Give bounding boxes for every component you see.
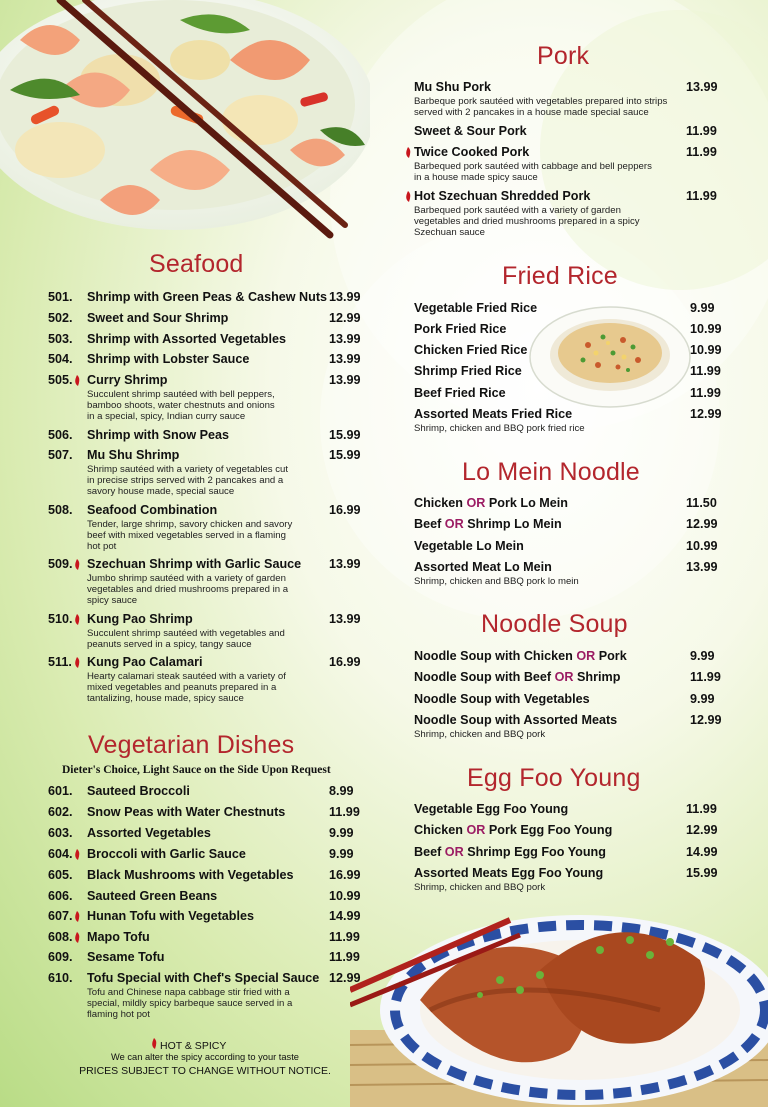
menu-item-row xyxy=(0,428,365,444)
item-name-part: Beef xyxy=(414,517,442,531)
item-name: Kung Pao Shrimp xyxy=(87,612,193,626)
item-description: Tender, large shrimp, savory chicken and savory xyxy=(87,519,293,530)
menu-item-row xyxy=(414,823,724,839)
menu-item-row xyxy=(0,950,365,966)
menu-item-row xyxy=(414,322,724,338)
chili-pepper-icon xyxy=(405,191,411,202)
item-name xyxy=(414,823,612,837)
menu-item-row xyxy=(0,557,365,573)
item-price: 11.99 xyxy=(686,189,717,203)
item-price: 14.99 xyxy=(329,909,361,923)
item-name: Curry Shrimp xyxy=(87,373,168,387)
item-name: Kung Pao Calamari xyxy=(87,655,203,669)
item-name: Mu Shu Pork xyxy=(414,80,491,94)
item-price: 13.99 xyxy=(329,352,361,366)
item-name: Noodle Soup with Vegetables xyxy=(414,692,590,706)
item-name-part: Shrimp Lo Mein xyxy=(467,517,562,531)
item-number: 506. xyxy=(48,428,73,442)
item-price: 13.99 xyxy=(329,373,361,387)
menu-item-row xyxy=(414,517,724,533)
chili-pepper-icon xyxy=(74,657,80,668)
item-description: peanuts served in a spicy, tangy sauce xyxy=(87,639,252,651)
item-number: 608. xyxy=(48,930,73,944)
price-notice: PRICES SUBJECT TO CHANGE WITHOUT NOTICE. xyxy=(79,1065,331,1077)
item-description: flaming hot pot xyxy=(87,1009,150,1021)
item-number: 507. xyxy=(48,448,73,462)
menu-item-row xyxy=(0,784,365,800)
menu-item-row xyxy=(0,373,365,389)
item-number: 501. xyxy=(48,290,73,304)
item-number: 603. xyxy=(48,826,73,840)
item-price: 13.99 xyxy=(686,560,718,574)
item-price: 11.99 xyxy=(690,386,721,400)
item-description: bamboo shoots, water chestnuts and onions xyxy=(87,400,275,412)
noodle-soup-title: Noodle Soup xyxy=(481,610,628,638)
item-description: Barbequed pork sautéed with a variety of garden xyxy=(414,205,621,216)
item-price: 11.99 xyxy=(329,950,360,964)
vegetarian-title: Vegetarian Dishes xyxy=(88,731,295,759)
item-description: in a special, spicy, Indian curry sauce xyxy=(87,411,246,423)
item-name: Chicken Fried Rice xyxy=(414,343,528,357)
chili-pepper-icon xyxy=(74,911,80,922)
item-description: tantalizing, house made, spicy sauce xyxy=(87,693,244,705)
item-number: 601. xyxy=(48,784,73,798)
menu-item-row xyxy=(414,496,724,512)
item-description: Shrimp, chicken and BBQ pork xyxy=(414,882,546,893)
item-name-part: Chicken xyxy=(414,823,463,837)
item-number: 505. xyxy=(48,373,73,387)
lo-mein-title: Lo Mein Noodle xyxy=(462,458,640,486)
item-description: vegetables and dried mushrooms prepared in a xyxy=(87,584,289,596)
item-description: Shrimp, chicken and BBQ pork fried rice xyxy=(414,423,585,434)
spicy-note: We can alter the spicy according to your taste xyxy=(111,1052,299,1062)
item-description: Tofu and Chinese napa cabbage stir fried with a xyxy=(87,987,290,998)
item-number: 509. xyxy=(48,557,73,571)
item-price: 11.99 xyxy=(686,124,717,138)
chili-pepper-icon xyxy=(74,559,80,570)
item-name: Sweet and Sour Shrimp xyxy=(87,311,229,325)
item-description: in precise strips served with 2 pancakes and a xyxy=(87,475,284,487)
item-price: 13.99 xyxy=(329,332,361,346)
menu-item-row xyxy=(414,386,724,402)
item-price: 8.99 xyxy=(329,784,354,798)
item-name-part: Shrimp xyxy=(577,670,621,684)
item-number: 510. xyxy=(48,612,73,626)
item-name-part: Pork Egg Foo Young xyxy=(488,823,613,837)
item-description: Shrimp, chicken and BBQ pork xyxy=(414,729,546,740)
menu-item-row xyxy=(414,80,724,96)
item-name-part: Noodle Soup with Beef xyxy=(414,670,552,684)
item-description: Hearty calamari steak sautéed with a variety of xyxy=(87,671,286,682)
item-description: hot pot xyxy=(87,541,117,553)
menu-item-row xyxy=(0,612,365,628)
item-number: 610. xyxy=(48,971,73,985)
item-price: 13.99 xyxy=(329,557,361,571)
menu-item-row xyxy=(0,332,365,348)
item-description: Shrimp, chicken and BBQ pork lo mein xyxy=(414,576,579,587)
item-number: 508. xyxy=(48,503,73,517)
item-description: special, mildly spicy barbeque sauce served in a xyxy=(87,998,293,1010)
item-name: Hunan Tofu with Vegetables xyxy=(87,909,254,923)
item-price: 11.99 xyxy=(690,364,721,378)
menu-item-row xyxy=(0,290,365,306)
item-name: Snow Peas with Water Chestnuts xyxy=(87,805,286,819)
menu-item-row xyxy=(0,311,365,327)
item-price: 10.99 xyxy=(329,889,361,903)
item-name: Sauteed Green Beans xyxy=(87,889,218,903)
menu-item-row xyxy=(414,845,724,861)
item-name: Tofu Special with Chef's Special Sauce xyxy=(87,971,320,985)
item-price: 9.99 xyxy=(690,692,715,706)
or-label: OR xyxy=(554,670,574,684)
item-price: 12.99 xyxy=(686,823,718,837)
item-price: 16.99 xyxy=(329,868,361,882)
or-label: OR xyxy=(466,496,486,510)
item-price: 10.99 xyxy=(690,322,722,336)
item-name: Twice Cooked Pork xyxy=(414,145,530,159)
or-label: OR xyxy=(444,845,464,859)
item-name: Sweet & Sour Pork xyxy=(414,124,527,138)
item-price: 16.99 xyxy=(329,655,361,669)
item-name: Black Mushrooms with Vegetables xyxy=(87,868,294,882)
item-description: Jumbo shrimp sautéed with a variety of garden xyxy=(87,573,286,584)
item-name xyxy=(414,845,606,859)
item-description: spicy sauce xyxy=(87,595,138,607)
item-name: Sauteed Broccoli xyxy=(87,784,190,798)
item-number: 511. xyxy=(48,655,72,669)
item-description: in a house made spicy sauce xyxy=(414,172,538,184)
item-price: 11.99 xyxy=(690,670,721,684)
item-description: mixed vegetables and peanuts prepared in a xyxy=(87,682,277,694)
menu-item-row xyxy=(0,805,365,821)
seafood-title: Seafood xyxy=(149,250,244,278)
item-number: 607. xyxy=(48,909,73,923)
item-number: 504. xyxy=(48,352,73,366)
menu-item-row xyxy=(414,802,724,818)
menu-item-row xyxy=(414,560,724,576)
item-name-part: Chicken xyxy=(414,496,463,510)
item-name-part: Noodle Soup with Chicken xyxy=(414,649,573,663)
item-price: 15.99 xyxy=(686,866,718,880)
item-price: 10.99 xyxy=(690,343,722,357)
item-name xyxy=(414,649,627,663)
menu-item-row xyxy=(0,971,365,987)
item-name-part: Pork xyxy=(598,649,627,663)
item-price: 12.99 xyxy=(690,407,722,421)
item-name-part: Shrimp Egg Foo Young xyxy=(467,845,606,859)
item-description: Shrimp sautéed with a variety of vegetables cut xyxy=(87,464,289,475)
item-number: 605. xyxy=(48,868,73,882)
menu-item-row xyxy=(414,539,724,555)
menu-item-row xyxy=(414,301,724,317)
item-price: 12.99 xyxy=(329,971,361,985)
item-price: 13.99 xyxy=(329,612,361,626)
item-price: 15.99 xyxy=(329,428,361,442)
chili-pepper-icon xyxy=(74,375,80,386)
menu-item-row xyxy=(0,448,365,464)
menu-item-row xyxy=(414,189,724,205)
item-name-part: Beef xyxy=(414,845,442,859)
item-description: vegetables and dried mushrooms prepared in a spicy xyxy=(414,216,640,228)
item-name: Assorted Meats Egg Foo Young xyxy=(414,866,604,880)
item-name: Shrimp with Green Peas & Cashew Nuts xyxy=(87,290,328,304)
menu-item-row xyxy=(0,655,365,671)
item-price: 12.99 xyxy=(686,517,718,531)
item-number: 606. xyxy=(48,889,73,903)
item-name: Vegetable Egg Foo Young xyxy=(414,802,569,816)
item-name: Seafood Combination xyxy=(87,503,218,517)
chili-pepper-icon xyxy=(151,1038,157,1049)
item-name xyxy=(414,496,568,510)
chili-pepper-icon xyxy=(74,614,80,625)
item-name xyxy=(414,670,620,684)
item-name xyxy=(414,517,562,531)
item-name: Hot Szechuan Shredded Pork xyxy=(414,189,591,203)
menu-item-row xyxy=(0,352,365,368)
item-description: Barbequed pork sautéed with cabbage and bell peppers xyxy=(414,161,652,172)
item-price: 14.99 xyxy=(686,845,718,859)
item-name: Assorted Vegetables xyxy=(87,826,211,840)
item-price: 11.99 xyxy=(329,805,360,819)
chili-pepper-icon xyxy=(74,849,80,860)
item-price: 9.99 xyxy=(690,649,715,663)
chili-pepper-icon xyxy=(405,147,411,158)
item-price: 11.50 xyxy=(686,496,717,510)
item-description: Succulent shrimp sautéed with vegetables and xyxy=(87,628,285,639)
pork-title: Pork xyxy=(537,42,590,70)
item-number: 602. xyxy=(48,805,73,819)
menu-item-row xyxy=(414,649,724,665)
item-name: Beef Fried Rice xyxy=(414,386,506,400)
item-number: 604. xyxy=(48,847,73,861)
item-price: 9.99 xyxy=(690,301,715,315)
item-description: served with 2 pancakes in a house made special sauce xyxy=(414,107,649,119)
item-price: 11.99 xyxy=(329,930,360,944)
item-price: 16.99 xyxy=(329,503,361,517)
chili-pepper-icon xyxy=(74,932,80,943)
item-price: 11.99 xyxy=(686,145,717,159)
item-description: Barbeque pork sautéed with vegetables prepared into strips xyxy=(414,96,668,107)
item-name: Mapo Tofu xyxy=(87,930,150,944)
item-name: Pork Fried Rice xyxy=(414,322,507,336)
item-price: 9.99 xyxy=(329,826,354,840)
item-name: Shrimp with Lobster Sauce xyxy=(87,352,250,366)
vegetarian-note: Dieter's Choice, Light Sauce on the Side Upon Request xyxy=(62,764,331,776)
item-price: 13.99 xyxy=(329,290,361,304)
item-name: Noodle Soup with Assorted Meats xyxy=(414,713,618,727)
item-name: Broccoli with Garlic Sauce xyxy=(87,847,246,861)
menu-item-row xyxy=(0,889,365,905)
menu-item-row xyxy=(0,909,365,925)
menu-item-row xyxy=(414,866,724,882)
item-name: Assorted Meat Lo Mein xyxy=(414,560,552,574)
egg-foo-young-title: Egg Foo Young xyxy=(467,764,641,792)
menu-item-row xyxy=(414,670,724,686)
item-name: Vegetable Fried Rice xyxy=(414,301,538,315)
hot-spicy-legend: HOT & SPICY xyxy=(160,1040,227,1052)
menu-item-row xyxy=(414,364,724,380)
item-price: 15.99 xyxy=(329,448,361,462)
item-price: 12.99 xyxy=(329,311,361,325)
shrimp-dish-image xyxy=(0,0,370,240)
menu-item-row xyxy=(0,930,365,946)
item-price: 10.99 xyxy=(686,539,718,553)
item-name: Shrimp Fried Rice xyxy=(414,364,522,378)
item-description: beef with mixed vegetables served in a flaming xyxy=(87,530,286,542)
menu-item-row xyxy=(0,826,365,842)
item-name: Assorted Meats Fried Rice xyxy=(414,407,573,421)
item-name: Szechuan Shrimp with Garlic Sauce xyxy=(87,557,302,571)
menu-item-row xyxy=(0,868,365,884)
item-price: 11.99 xyxy=(686,802,717,816)
item-name: Shrimp with Assorted Vegetables xyxy=(87,332,286,346)
menu-item-row xyxy=(414,713,724,729)
menu-item-row xyxy=(414,145,724,161)
menu-item-row xyxy=(0,847,365,863)
item-description: Szechuan sauce xyxy=(414,227,485,239)
item-name: Sesame Tofu xyxy=(87,950,165,964)
item-price: 13.99 xyxy=(686,80,718,94)
menu-item-row xyxy=(414,124,724,140)
item-price: 9.99 xyxy=(329,847,354,861)
item-name: Shrimp with Snow Peas xyxy=(87,428,230,442)
or-label: OR xyxy=(466,823,486,837)
item-number: 503. xyxy=(48,332,73,346)
item-name: Vegetable Lo Mein xyxy=(414,539,524,553)
menu-item-row xyxy=(414,343,724,359)
egg-foo-young-image xyxy=(350,880,768,1107)
item-description: Succulent shrimp sautéed with bell peppers, xyxy=(87,389,275,400)
or-label: OR xyxy=(444,517,464,531)
item-description: savory house made, special sauce xyxy=(87,486,235,498)
item-number: 609. xyxy=(48,950,73,964)
fried-rice-title: Fried Rice xyxy=(502,262,618,290)
or-label: OR xyxy=(576,649,596,663)
item-number: 502. xyxy=(48,311,73,325)
item-name: Mu Shu Shrimp xyxy=(87,448,180,462)
menu-item-row xyxy=(414,692,724,708)
item-price: 12.99 xyxy=(690,713,722,727)
item-name-part: Pork Lo Mein xyxy=(488,496,568,510)
menu-item-row xyxy=(414,407,724,423)
menu-item-row xyxy=(0,503,365,519)
